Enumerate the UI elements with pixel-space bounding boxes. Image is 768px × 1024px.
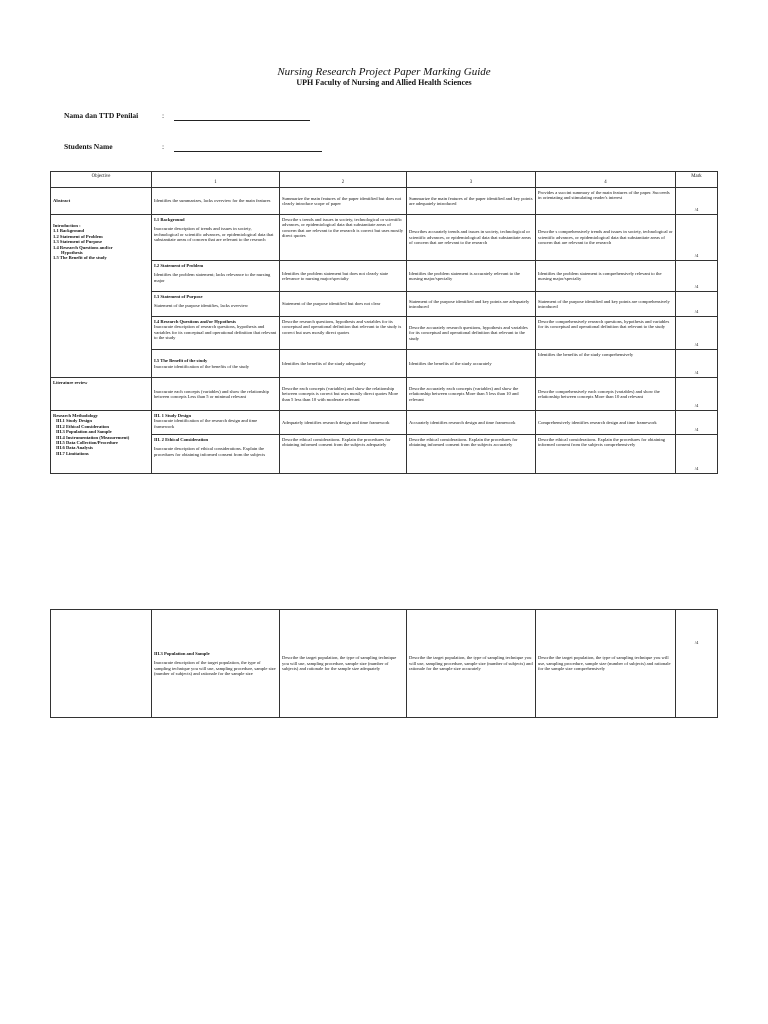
benefit-s1-text: Inaccurate identification of the benefits of the study	[154, 363, 250, 369]
score-2-header: 2	[280, 172, 407, 188]
table-row-purpose	[51, 292, 718, 317]
design-score-4: Comprehensively identifies research design and time framework	[536, 411, 676, 435]
student-colon: :	[162, 142, 165, 151]
design-heading: III. 1 Study Design	[154, 413, 192, 418]
score-1-header: 1	[152, 172, 280, 188]
purpose-mark[interactable]: /4	[676, 292, 718, 317]
background-score-3: Describes accurately trends and issues in society, technological or scientific advances, or epidemiological data that substantiate areas of concern that are relevant to the research	[407, 215, 536, 261]
student-name-line[interactable]	[174, 151, 322, 152]
table-row-background	[51, 215, 718, 261]
purpose-score-2: Statement of the purpose identified but does not clear	[280, 292, 407, 317]
design-s1-text: Inaccurate identification of the research design and time framework	[154, 418, 258, 429]
intro-line: 1.3 Statement of Purpose	[53, 239, 102, 245]
ethics-score-2: Describe ethical considerations. Explain the procedures for obtaining informed consent from the subjects adequately	[280, 435, 407, 474]
purpose-score-3: Statement of the purpose identified and key points are adequately introduced	[407, 292, 536, 317]
objective-literature: Literature review	[51, 378, 152, 411]
ethics-score-3: Describe ethical considerations. Explain the procedures for obtaining informed consent from the subjects accurately	[407, 435, 536, 474]
literature-score-2: Describe each concepts (variables) and show the relationship between concepts is correct but uses mostly direct quotes More than 5 less than 10 with moderate relevant	[280, 378, 407, 411]
questions-score-1	[152, 317, 280, 350]
method-line: III.2 Ethical Consideration	[56, 423, 109, 429]
problem-s1-text: Identifies the problem statement; lacks relevance to the nursing major	[154, 272, 271, 283]
problem-score-2: Identifies the problem statement but does not clearly state relevance to nursing major/specialty	[280, 261, 407, 292]
examiner-colon: :	[162, 111, 165, 120]
design-score-2: Adequately identifies research design and time framework	[280, 411, 407, 435]
background-score-2: Describe s trends and issues in society, technological or scientific advances, or epidemiological data that substantiate areas of concern that are relevant to the research is correct but uses mostly direct quotes	[280, 215, 407, 261]
questions-heading: I.4 Research Questions and/or Hypothesis	[154, 319, 236, 324]
intro-line: 1.1 Background	[53, 228, 85, 234]
mark-header: Mark	[676, 172, 718, 188]
literature-mark[interactable]: /4	[676, 378, 718, 411]
method-line: III.7 Limitations	[56, 450, 89, 456]
table-row-ethics	[51, 435, 718, 474]
ethics-score-1	[152, 435, 280, 474]
background-score-1	[152, 215, 280, 261]
problem-score-4: Identifies the problem statement is comprehensively relevant to the nursing major/specialty	[536, 261, 676, 292]
questions-s1-text: Inaccurate description of research questions, hypothesis and variables for its conceptual and operational definition that relevant to the study	[154, 324, 277, 341]
design-score-1	[152, 411, 280, 435]
literature-score-3: Describe accurately each concepts (variables) and show the relationship between concepts More than 5 less than 10 and relevant	[407, 378, 536, 411]
objective-introduction	[51, 215, 152, 378]
method-line: Research Methodology	[53, 413, 98, 418]
table-row-questions	[51, 317, 718, 350]
population-score-2: Describe the target population, the type of sampling technique you will use, sampling procedure, sample size (number of subjects) and rationale for the sample size adequately	[280, 610, 407, 718]
intro-line: 1.5 The Benefit of the study	[53, 255, 107, 261]
objective-header: Objective	[51, 172, 152, 188]
questions-score-4: Describe comprehensively research questions, hypothesis and variables for its conceptual and operational definition that relevant to the study	[536, 317, 676, 350]
benefit-heading: I.5 The Benefit of the study	[154, 358, 208, 364]
table-row-population	[51, 610, 718, 718]
design-score-3: Accurately identifies research design and time framework	[407, 411, 536, 435]
method-line: III.1 Study Design	[56, 418, 92, 424]
ethics-score-4: Describe ethical considerations. Explain the procedures for obtaining informed consent from the subjects comprehensively	[536, 435, 676, 474]
objective-abstract: Abstract	[51, 188, 152, 215]
intro-line: Hypothesis	[61, 250, 83, 256]
examiner-label: Nama dan TTD Penilai	[64, 111, 139, 120]
table-header-row	[51, 172, 718, 188]
abstract-score-2: Summarize the main features of the paper identified but does not clearly introduce scope of paper	[280, 188, 407, 215]
table-row-design	[51, 411, 718, 435]
abstract-score-3: Summarize the main features of the paper identified and key points are adequately introduced	[407, 188, 536, 215]
table-row-problem	[51, 261, 718, 292]
design-mark[interactable]: /4	[676, 411, 718, 435]
background-mark[interactable]: /4	[676, 215, 718, 261]
background-score-4: Describe s comprehensively trends and issues in society, technological or scientific advances, or epidemiological data that substantiate areas of concern that are relevant to the research	[536, 215, 676, 261]
population-heading: III.3 Population and Sample	[154, 650, 210, 656]
examiner-field	[64, 111, 165, 120]
questions-mark[interactable]: /4	[676, 317, 718, 350]
ethics-heading: III. 2 Ethical Consideration	[154, 437, 209, 442]
benefit-mark[interactable]: /4	[676, 350, 718, 378]
population-mark[interactable]: /4	[676, 610, 718, 718]
problem-heading: I.2 Statement of Problem	[154, 263, 204, 268]
document-subtitle: UPH Faculty of Nursing and Allied Health Sciences	[296, 78, 472, 87]
purpose-heading: I.3 Statement of Purpose	[154, 294, 203, 299]
benefit-score-1	[152, 350, 280, 378]
background-heading: I.1 Background	[154, 217, 185, 222]
problem-score-1	[152, 261, 280, 292]
population-score-1	[152, 610, 280, 718]
literature-score-4: Describe comprehensively each concepts (variables) and show the relationship between concepts More than 10 and relevant	[536, 378, 676, 411]
score-3-header: 3	[407, 172, 536, 188]
problem-mark[interactable]: /4	[676, 261, 718, 292]
ethics-s1-text: Inaccurate description of ethical considerations. Explain the procedures for obtaining informed consent from the subjects	[154, 446, 266, 457]
marking-table	[50, 171, 718, 474]
method-line: III.4 Instrumentation (Measurement)	[56, 434, 130, 440]
background-s1-text: Inaccurate description of trends and issues in society, technological or scientific advances, or epidemiological data that substantiate areas of concern that are relevant to the research	[154, 226, 274, 243]
document-title: Nursing Research Project Paper Marking Guide	[277, 66, 491, 78]
table-row-literature	[51, 378, 718, 411]
literature-score-1: Inaccurate each concepts (variables) and show the relationship between concepts Less than 5 or minimal relevant	[152, 378, 280, 411]
score-4-header: 4	[536, 172, 676, 188]
purpose-s1-text: Statement of the purpose identifies, lacks overview	[154, 303, 249, 309]
ethics-mark[interactable]: /4	[676, 435, 718, 474]
marking-table-continued	[50, 609, 718, 718]
objective-methodology	[51, 411, 152, 474]
population-s1-text: Inaccurate description of the target population, the type of sampling technique you will use, sampling procedure, sample size (number of subjects) and rationale for the sample size	[154, 660, 276, 676]
table-row-abstract	[51, 188, 718, 215]
abstract-score-4: Provides a succint summary of the main features of the paper. Succeeds in orientating and stimulating reader's interest	[536, 188, 676, 215]
table-row-benefit	[51, 350, 718, 378]
population-score-4: Describe the target population, the type of sampling technique you will use, sampling procedure, sample size (number of subjects) and rationale for the sample size comprehensively	[536, 610, 676, 718]
intro-line: Introduction :	[53, 223, 81, 228]
benefit-score-2: Identifies the benefits of the study adequately	[280, 350, 407, 378]
objective-population	[51, 610, 152, 718]
intro-line: 1.4 Research Questions and/or	[53, 244, 113, 250]
examiner-signature-line[interactable]	[174, 120, 310, 121]
benefit-score-4: Identifies the benefits of the study comprehensively	[536, 350, 676, 378]
method-line: III.5 Data Collection/Procedure	[56, 440, 118, 446]
benefit-score-3: Identifies the benefits of the study accurately	[407, 350, 536, 378]
intro-line: 1.2 Statement of Problem	[53, 233, 103, 239]
abstract-mark[interactable]: /4	[676, 188, 718, 215]
questions-score-2: Describe research questions, hypothesis and variables for its conceptual and operational definition that relevant to the study is correct but uses mostly direct quotes	[280, 317, 407, 350]
method-line: III.6 Data Analysis	[56, 445, 93, 451]
student-name-label: Students Name	[64, 142, 113, 151]
student-name-field	[64, 142, 165, 151]
purpose-score-4: Statement of the purpose identified and key points are comprehensively introduced	[536, 292, 676, 317]
problem-score-3: Identifies the problem statement is accurately relevant to the nursing major/specialty	[407, 261, 536, 292]
questions-score-3: Describe accurately research questions, hypothesis and variables for its conceptual and operational definition that relevant to the study	[407, 317, 536, 350]
method-line: III.3 Population and Sample	[56, 429, 112, 435]
population-score-3: Describe the target population, the type of sampling technique you will use, sampling procedure, sample size (number of subjects) and rationale for the sample size accurately	[407, 610, 536, 718]
purpose-score-1	[152, 292, 280, 317]
abstract-score-1: Identifies the summarizes, lacks overview for the main features	[152, 188, 280, 215]
